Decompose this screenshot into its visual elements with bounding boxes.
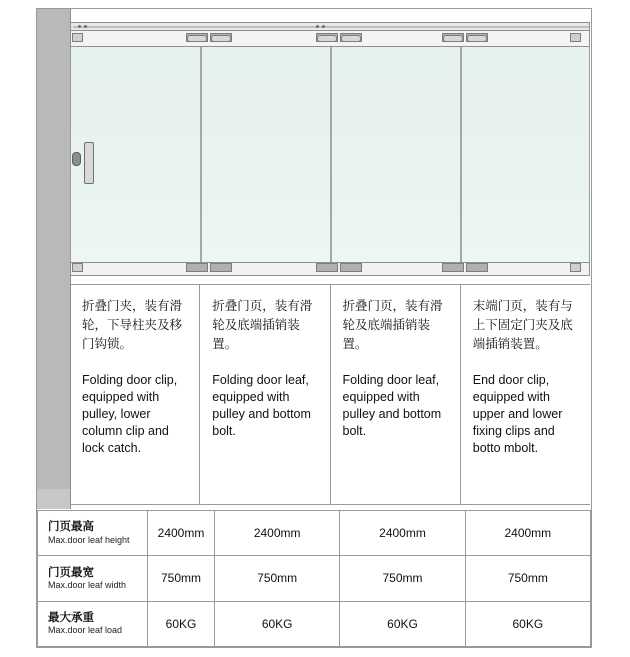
pulley-top-4 [340, 33, 362, 42]
spec-value-height-1: 2400mm [148, 511, 215, 556]
spec-label-en: Max.door leaf load [48, 625, 123, 636]
spec-value-width-1: 750mm [148, 556, 215, 601]
spec-label-cn: 门页最高 [48, 521, 94, 534]
pulley-top-3 [316, 33, 338, 42]
description-en-1: Folding door clip, equipped with pulley, lower column clip and lock catch. [82, 373, 178, 455]
panel-divider-3 [460, 47, 462, 262]
track-dot-center-2 [322, 25, 325, 28]
spec-label-width [38, 556, 148, 601]
spec-label-cn: 门页最宽 [48, 566, 94, 579]
table-row [38, 511, 591, 556]
track-dot-left-1 [78, 25, 81, 28]
spec-value-load-1: 60KG [148, 601, 215, 646]
spec-value-height-2: 2400mm [215, 511, 340, 556]
bottom-bolt-5 [442, 263, 464, 272]
spec-value-height-3: 2400mm [340, 511, 465, 556]
pulley-top-6 [466, 33, 488, 42]
spec-value-load-2: 60KG [215, 601, 340, 646]
pulley-icon [187, 35, 207, 42]
spec-label-load [38, 601, 148, 646]
description-cell-3 [331, 285, 461, 504]
spec-value-width-3: 750mm [340, 556, 465, 601]
bottom-bolt-3 [316, 263, 338, 272]
spec-value-width-2: 750mm [215, 556, 340, 601]
description-cell-4 [461, 285, 590, 504]
description-cell-2 [200, 285, 330, 504]
pulley-top-1 [186, 33, 208, 42]
description-en-4: End door clip, equipped with upper and lower fixing clips and botto mbolt. [472, 373, 563, 455]
spec-table [37, 510, 591, 647]
bottom-bolt-4 [340, 263, 362, 272]
door-elevation [70, 22, 590, 284]
description-en-2: Folding door leaf, equipped with pulley and bottom bolt. [212, 373, 311, 438]
description-cell-1 [70, 285, 200, 504]
pulley-icon [467, 35, 487, 42]
description-cn-1: 折叠门夹，装有滑轮，下导柱夹及移门钩锁。 [82, 299, 183, 351]
pulley-icon [317, 35, 337, 42]
spec-label-height [38, 511, 148, 556]
spec-label-en: Max.door leaf width [48, 580, 127, 591]
left-wall-column [37, 9, 71, 509]
lock-catch-plate [84, 142, 94, 184]
table-row [38, 556, 591, 601]
spec-value-load-3: 60KG [340, 601, 465, 646]
bottom-bolt-2 [210, 263, 232, 272]
pulley-icon [341, 35, 361, 42]
spec-label-cn: 最大承重 [48, 612, 94, 625]
description-cn-3: 折叠门页，装有滑轮及底端插销装置。 [342, 299, 443, 351]
fixing-clip-top-left [72, 33, 83, 42]
fixing-clip-top-right [570, 33, 581, 42]
pulley-icon [443, 35, 463, 42]
door-handle-icon [72, 152, 81, 166]
spec-value-width-4: 750mm [465, 556, 590, 601]
bottom-bolt-1 [186, 263, 208, 272]
spec-value-height-4: 2400mm [465, 511, 590, 556]
bottom-bolt-6 [466, 263, 488, 272]
description-cn-2: 折叠门页，装有滑轮及底端插销装置。 [212, 299, 313, 351]
left-wall-column-base [37, 489, 70, 509]
fixing-clip-bottom-left [72, 263, 83, 272]
pulley-icon [211, 35, 231, 42]
track-dot-left-2 [84, 25, 87, 28]
fixing-clip-bottom-right [570, 263, 581, 272]
top-track [70, 22, 590, 31]
description-en-3: Folding door leaf, equipped with pulley and bottom bolt. [342, 373, 442, 438]
spec-value-load-4: 60KG [465, 601, 590, 646]
table-row [38, 601, 591, 646]
description-cn-4: 末端门页，装有与上下固定门夹及底端插销装置。 [472, 299, 573, 351]
panel-divider-2 [330, 47, 332, 262]
top-track-groove [73, 26, 589, 28]
pulley-top-5 [442, 33, 464, 42]
track-dot-center-1 [316, 25, 319, 28]
spec-label-en: Max.door leaf height [48, 534, 130, 545]
pulley-top-2 [210, 33, 232, 42]
panel-divider-1 [200, 47, 202, 262]
description-row [70, 284, 590, 505]
